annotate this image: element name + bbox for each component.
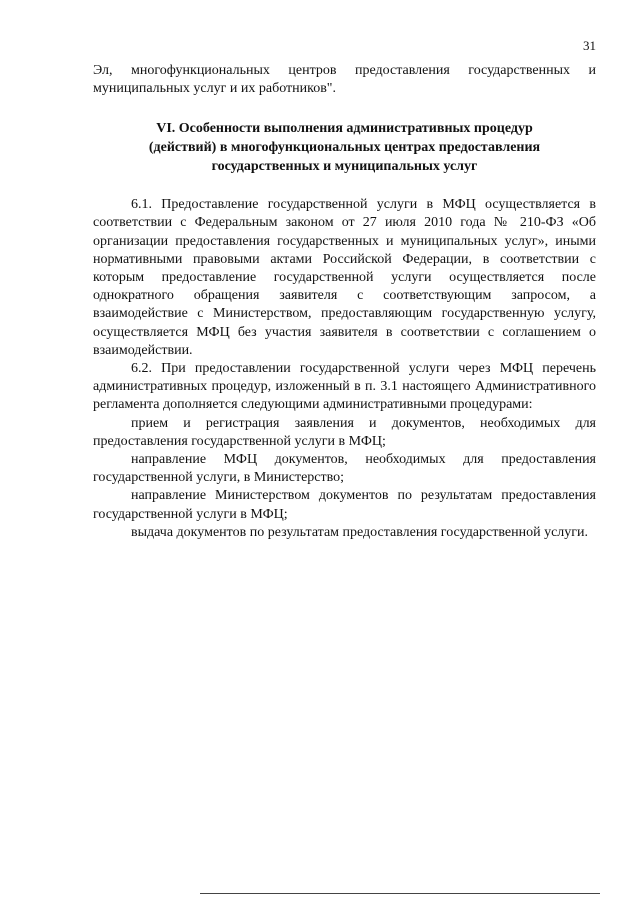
section-heading-line-1: VI. Особенности выполнения административных процедур [156,121,533,137]
procedure-item-3: направление Министерством документов по результатам предоставления государственной услуги в МФЦ; [93,488,596,522]
paragraph-6-2: 6.2. При предоставлении государственной услуги через МФЦ перечень административных процедур, изложенный в п. 3.1 настоящего Административного регламента дополняется следующими административными процедурами: [93,361,596,413]
section-heading-line-2: (действий) в многофункциональных центрах предоставления [148,140,541,155]
paragraph-6-1: 6.1. Предоставление государственной услуги в МФЦ осуществляется в соответствии с Федеральным законом от 27 июля 2010 года № 210-ФЗ «Об организации предоставления государственных и муниципальных услуг», иными нормативными правовыми актами Российской Федерации, в соответствии с которым предоставление государственной услуги осуществляется после однократного обращения заявителя с соответствующим запросом, а взаимодействие с Министерством, предоставляющим государственную услугу, осуществляется МФЦ без участия заявителя в соответствии с соглашением о взаимодействии. [93,197,596,358]
page-number: 31 [583,38,596,53]
procedure-item-2: направление МФЦ документов, необходимых для предоставления государственной услуги, в Министерство; [93,452,596,486]
section-heading [93,120,596,176]
intro-paragraph: Эл, многофункциональных центров предоставления государственных и муниципальных услуг и их работников". [93,63,596,97]
footer-rule [200,893,600,894]
section-heading-line-3: государственных и муниципальных услуг [211,158,478,174]
procedure-item-1: прием и регистрация заявления и документов, необходимых для предоставления государственной услуги в МФЦ; [93,415,596,449]
document-body [93,62,596,542]
procedure-item-4: выдача документов по результатам предоставления государственной услуги. [131,524,589,540]
